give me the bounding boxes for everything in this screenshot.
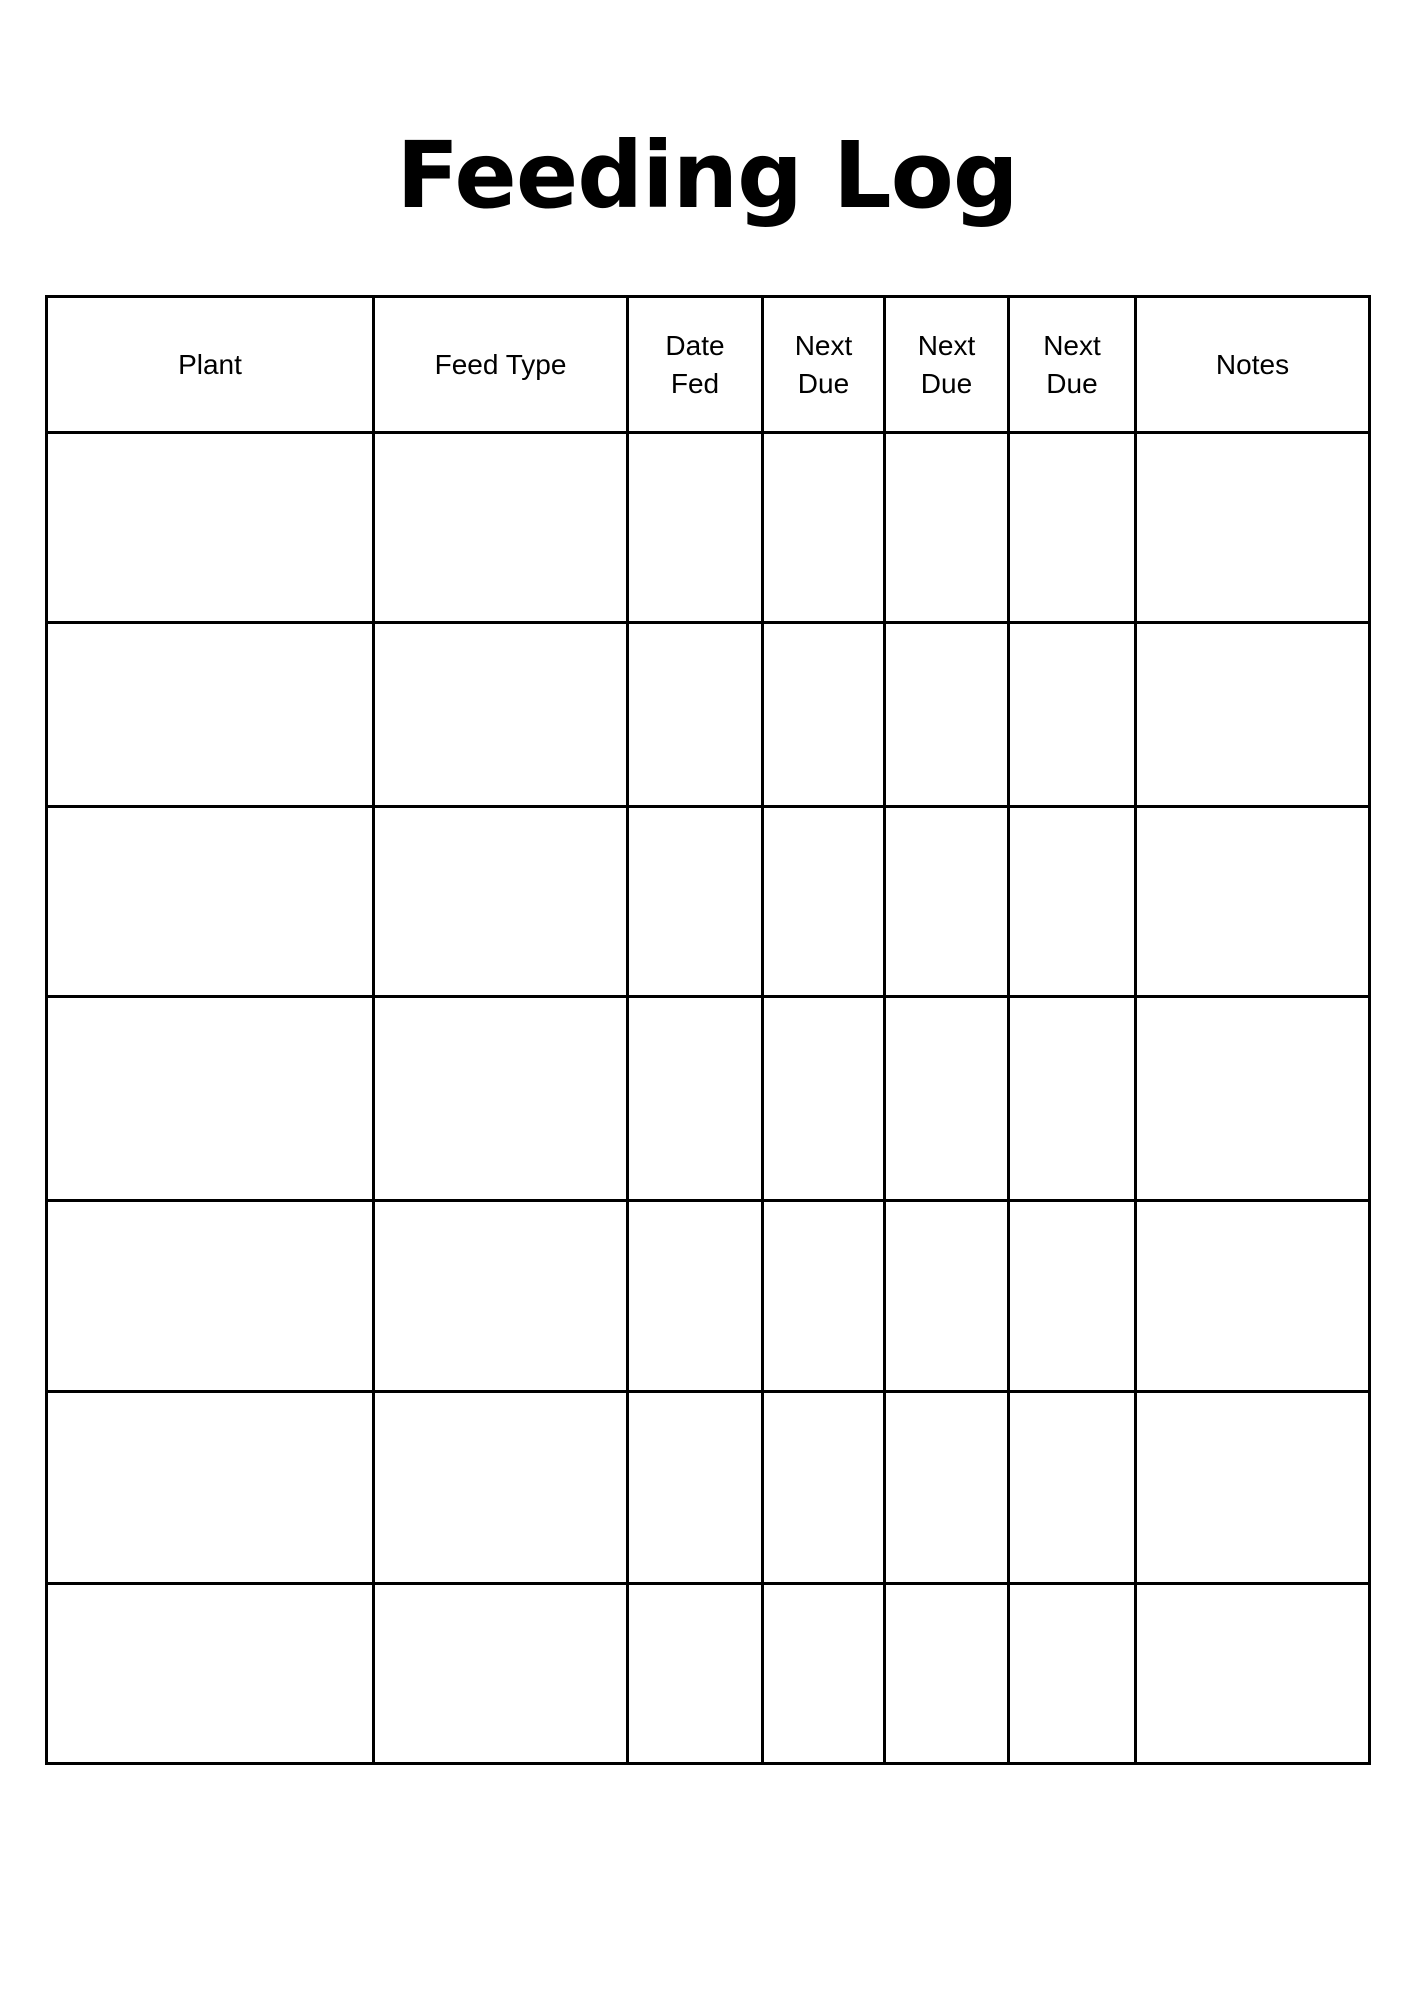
table-cell bbox=[47, 807, 374, 997]
column-header-next-due-1 bbox=[763, 297, 885, 433]
table-cell bbox=[1009, 1584, 1136, 1764]
table-cell bbox=[628, 1584, 763, 1764]
column-header-label: Plant bbox=[178, 348, 242, 380]
table-cell bbox=[763, 623, 885, 807]
table-cell bbox=[1136, 997, 1370, 1201]
table-cell bbox=[763, 1392, 885, 1584]
table-cell bbox=[628, 433, 763, 623]
table-row bbox=[47, 807, 1370, 997]
table-cell bbox=[628, 807, 763, 997]
table-cell bbox=[763, 1201, 885, 1392]
table-row bbox=[47, 1392, 1370, 1584]
column-header-notes bbox=[1136, 297, 1370, 433]
table-cell bbox=[1009, 807, 1136, 997]
table-cell bbox=[763, 807, 885, 997]
table-cell bbox=[763, 1584, 885, 1764]
column-header-feed-type bbox=[374, 297, 628, 433]
table-cell bbox=[374, 1201, 628, 1392]
table-cell bbox=[885, 807, 1009, 997]
table-cell bbox=[885, 1584, 1009, 1764]
column-header-date-fed bbox=[628, 297, 763, 433]
table-cell bbox=[885, 1201, 1009, 1392]
table-cell bbox=[1136, 807, 1370, 997]
table-row bbox=[47, 997, 1370, 1201]
table-cell bbox=[763, 997, 885, 1201]
page-title: Feeding Log bbox=[396, 122, 1018, 229]
table-cell bbox=[47, 1392, 374, 1584]
table-cell bbox=[374, 623, 628, 807]
column-header-label: Next Due bbox=[917, 329, 976, 399]
table-cell bbox=[885, 433, 1009, 623]
column-header-plant bbox=[47, 297, 374, 433]
table-cell bbox=[47, 623, 374, 807]
column-header-label: Date Fed bbox=[665, 329, 725, 399]
table-cell bbox=[885, 997, 1009, 1201]
table-cell bbox=[374, 433, 628, 623]
table-cell bbox=[374, 997, 628, 1201]
column-header-label: Notes bbox=[1215, 348, 1290, 380]
table-cell bbox=[1009, 997, 1136, 1201]
table-cell bbox=[1009, 1201, 1136, 1392]
table-row bbox=[47, 433, 1370, 623]
table-cell bbox=[628, 1201, 763, 1392]
table-cell bbox=[1136, 623, 1370, 807]
feeding-log-table bbox=[45, 295, 1371, 1765]
table-cell bbox=[47, 433, 374, 623]
table-cell bbox=[47, 1201, 374, 1392]
table-cell bbox=[1136, 1584, 1370, 1764]
table-row bbox=[47, 1584, 1370, 1764]
column-header-next-due-2 bbox=[885, 297, 1009, 433]
table-cell bbox=[628, 997, 763, 1201]
table-cell bbox=[1136, 1392, 1370, 1584]
table-cell bbox=[1009, 623, 1136, 807]
table-cell bbox=[374, 807, 628, 997]
table-cell bbox=[47, 997, 374, 1201]
table-cell bbox=[628, 623, 763, 807]
table-cell bbox=[1009, 1392, 1136, 1584]
table-cell bbox=[1009, 433, 1136, 623]
table-cell bbox=[1136, 1201, 1370, 1392]
table-cell bbox=[628, 1392, 763, 1584]
table-cell bbox=[374, 1584, 628, 1764]
table-body bbox=[47, 433, 1370, 1764]
table-cell bbox=[1136, 433, 1370, 623]
table-cell bbox=[47, 1584, 374, 1764]
column-header-next-due-3 bbox=[1009, 297, 1136, 433]
column-header-label: Next Due bbox=[794, 329, 853, 399]
column-header-label: Feed Type bbox=[434, 348, 567, 380]
table-row bbox=[47, 623, 1370, 807]
header-row bbox=[47, 297, 1370, 433]
table-cell bbox=[374, 1392, 628, 1584]
table-cell bbox=[885, 623, 1009, 807]
column-header-label: Next Due bbox=[1043, 329, 1101, 399]
table-row bbox=[47, 1201, 1370, 1392]
table-cell bbox=[763, 433, 885, 623]
table-cell bbox=[885, 1392, 1009, 1584]
